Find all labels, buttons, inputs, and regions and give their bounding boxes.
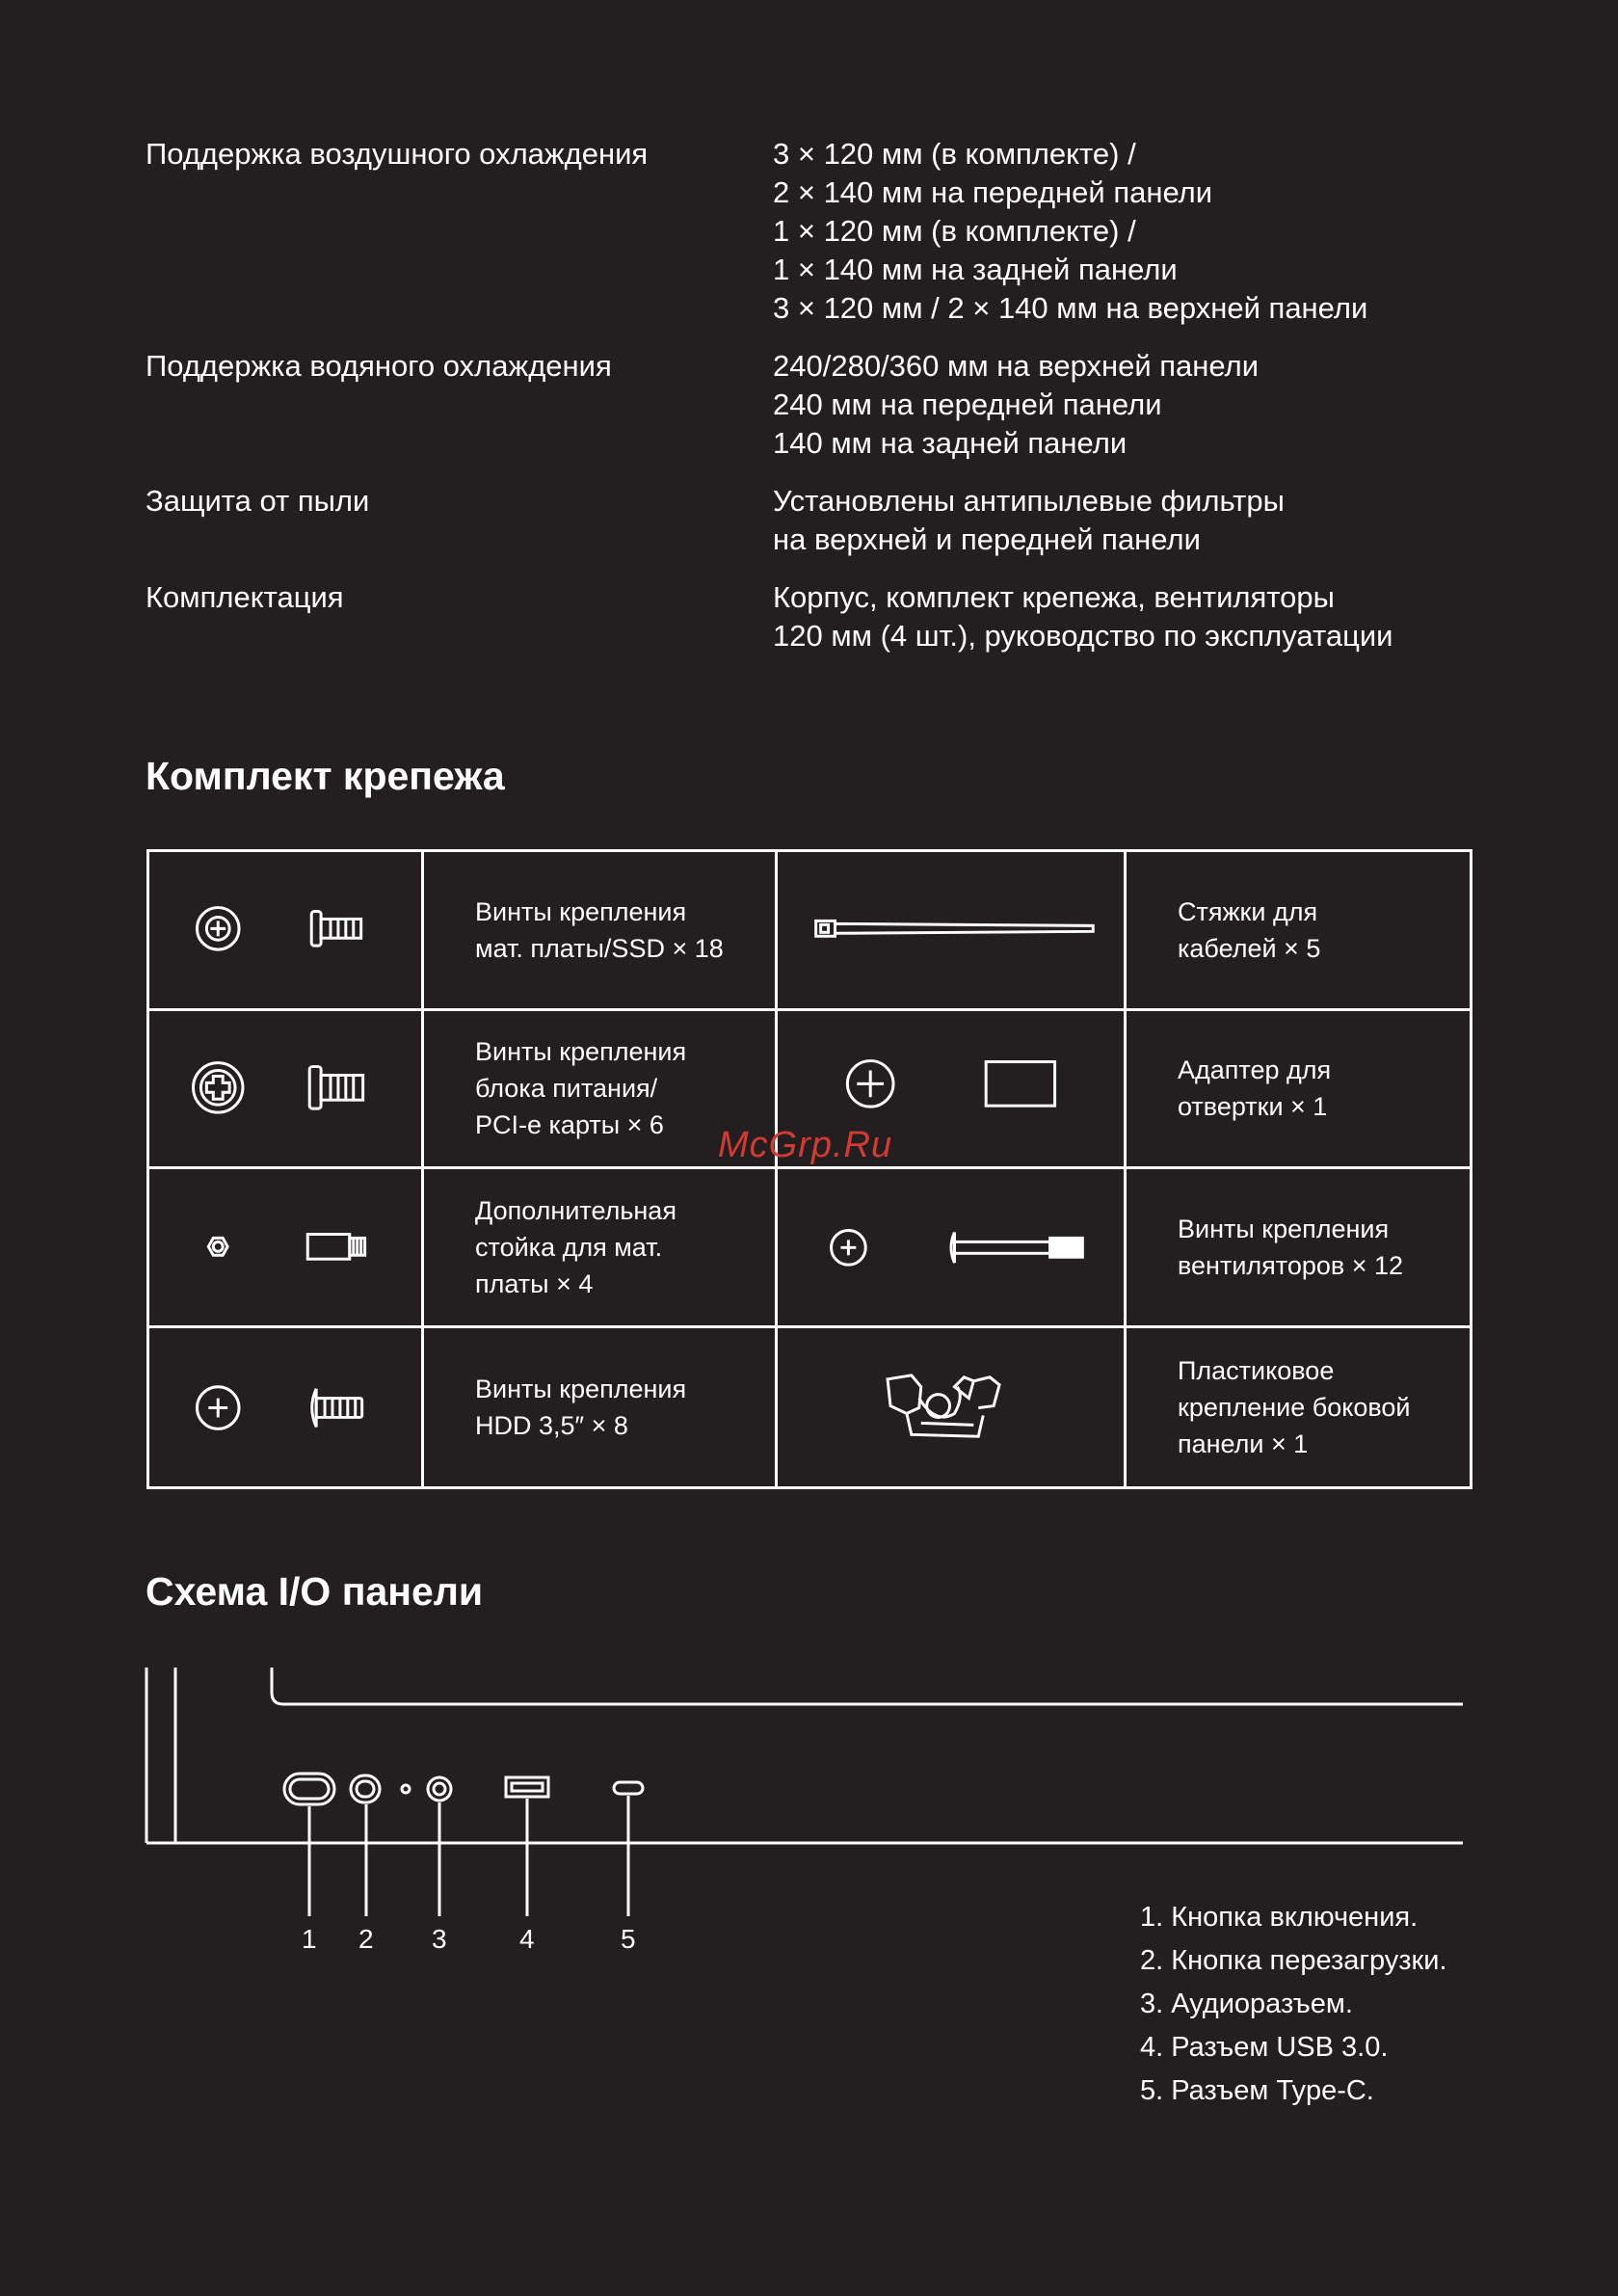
spec-row-air-cooling xyxy=(146,135,1475,328)
spec-label: Защита от пыли xyxy=(146,484,370,518)
port-number: 1 xyxy=(302,1924,317,1954)
port-number: 4 xyxy=(519,1924,535,1954)
spec-label: Поддержка воздушного охлаждения xyxy=(146,137,649,171)
port-number: 3 xyxy=(432,1924,447,1954)
fan-screws-icon xyxy=(778,1169,1127,1328)
io-legend xyxy=(1140,1896,1447,2113)
legend-item: 4. Разъем USB 3.0. xyxy=(1140,2032,1389,2063)
kit-table xyxy=(146,849,1472,1489)
spec-label: Поддержка водяного охлаждения xyxy=(146,349,612,383)
kit-item-label: Винты крепления мат. платы/SSD × 18 xyxy=(424,852,778,1011)
spec-row-water-cooling xyxy=(146,347,1475,463)
spec-row-dust xyxy=(146,482,1475,559)
spec-row-package xyxy=(146,578,1475,655)
port-number: 2 xyxy=(358,1924,374,1954)
hdd-screws-icon xyxy=(149,1328,424,1486)
kit-item-label: Стяжки для кабелей × 5 xyxy=(1127,852,1470,1011)
spec-value: Корпус, комплект крепежа, вентиляторы 120 мм (4 шт.), руководство по эксплуатации xyxy=(773,580,1393,653)
kit-heading: Комплект крепежа xyxy=(146,754,505,798)
kit-item-label: Дополнительная стойка для мат. платы × 4 xyxy=(424,1169,778,1328)
kit-item-label: Винты крепления вентиляторов × 12 xyxy=(1127,1169,1470,1328)
cable-tie-icon xyxy=(778,852,1127,1011)
side-panel-clip-icon xyxy=(778,1328,1127,1486)
legend-item: 1. Кнопка включения. xyxy=(1140,1902,1419,1933)
spec-list xyxy=(146,135,1475,675)
port-number: 5 xyxy=(621,1924,636,1954)
spec-value: 3 × 120 мм (в комплекте) / 2 × 140 мм на передней панели 1 × 120 мм (в комплекте) / 1 × 140 мм на задней панели 3 × 120 мм / 2 × 140 мм на верхней панели xyxy=(773,137,1368,325)
spec-value: Установлены антипылевые фильтры на верхней и передней панели xyxy=(773,484,1285,556)
standoff-icon xyxy=(149,1169,424,1328)
legend-item: 5. Разъем Type-C. xyxy=(1140,2075,1374,2106)
kit-item-label: Винты крепления HDD 3,5″ × 8 xyxy=(424,1328,778,1486)
psu-pcie-screws-icon xyxy=(149,1011,424,1170)
legend-item: 2. Кнопка перезагрузки. xyxy=(1140,1945,1447,1976)
io-heading: Схема I/O панели xyxy=(146,1569,484,1614)
kit-item-label: Адаптер для отвертки × 1 xyxy=(1127,1011,1470,1170)
kit-item-label: Винты крепления блока питания/ PCI-e карты × 6 xyxy=(424,1011,778,1170)
spec-label: Комплектация xyxy=(146,580,344,614)
mb-ssd-screws-icon xyxy=(149,852,424,1011)
legend-item: 3. Аудиоразъем. xyxy=(1140,1989,1353,2019)
kit-item-label: Пластиковое крепление боковой панели × 1 xyxy=(1178,1355,1411,1458)
watermark: McGrp.Ru xyxy=(718,1125,893,1165)
spec-value: 240/280/360 мм на верхней панели 240 мм на передней панели 140 мм на задней панели xyxy=(773,349,1260,460)
